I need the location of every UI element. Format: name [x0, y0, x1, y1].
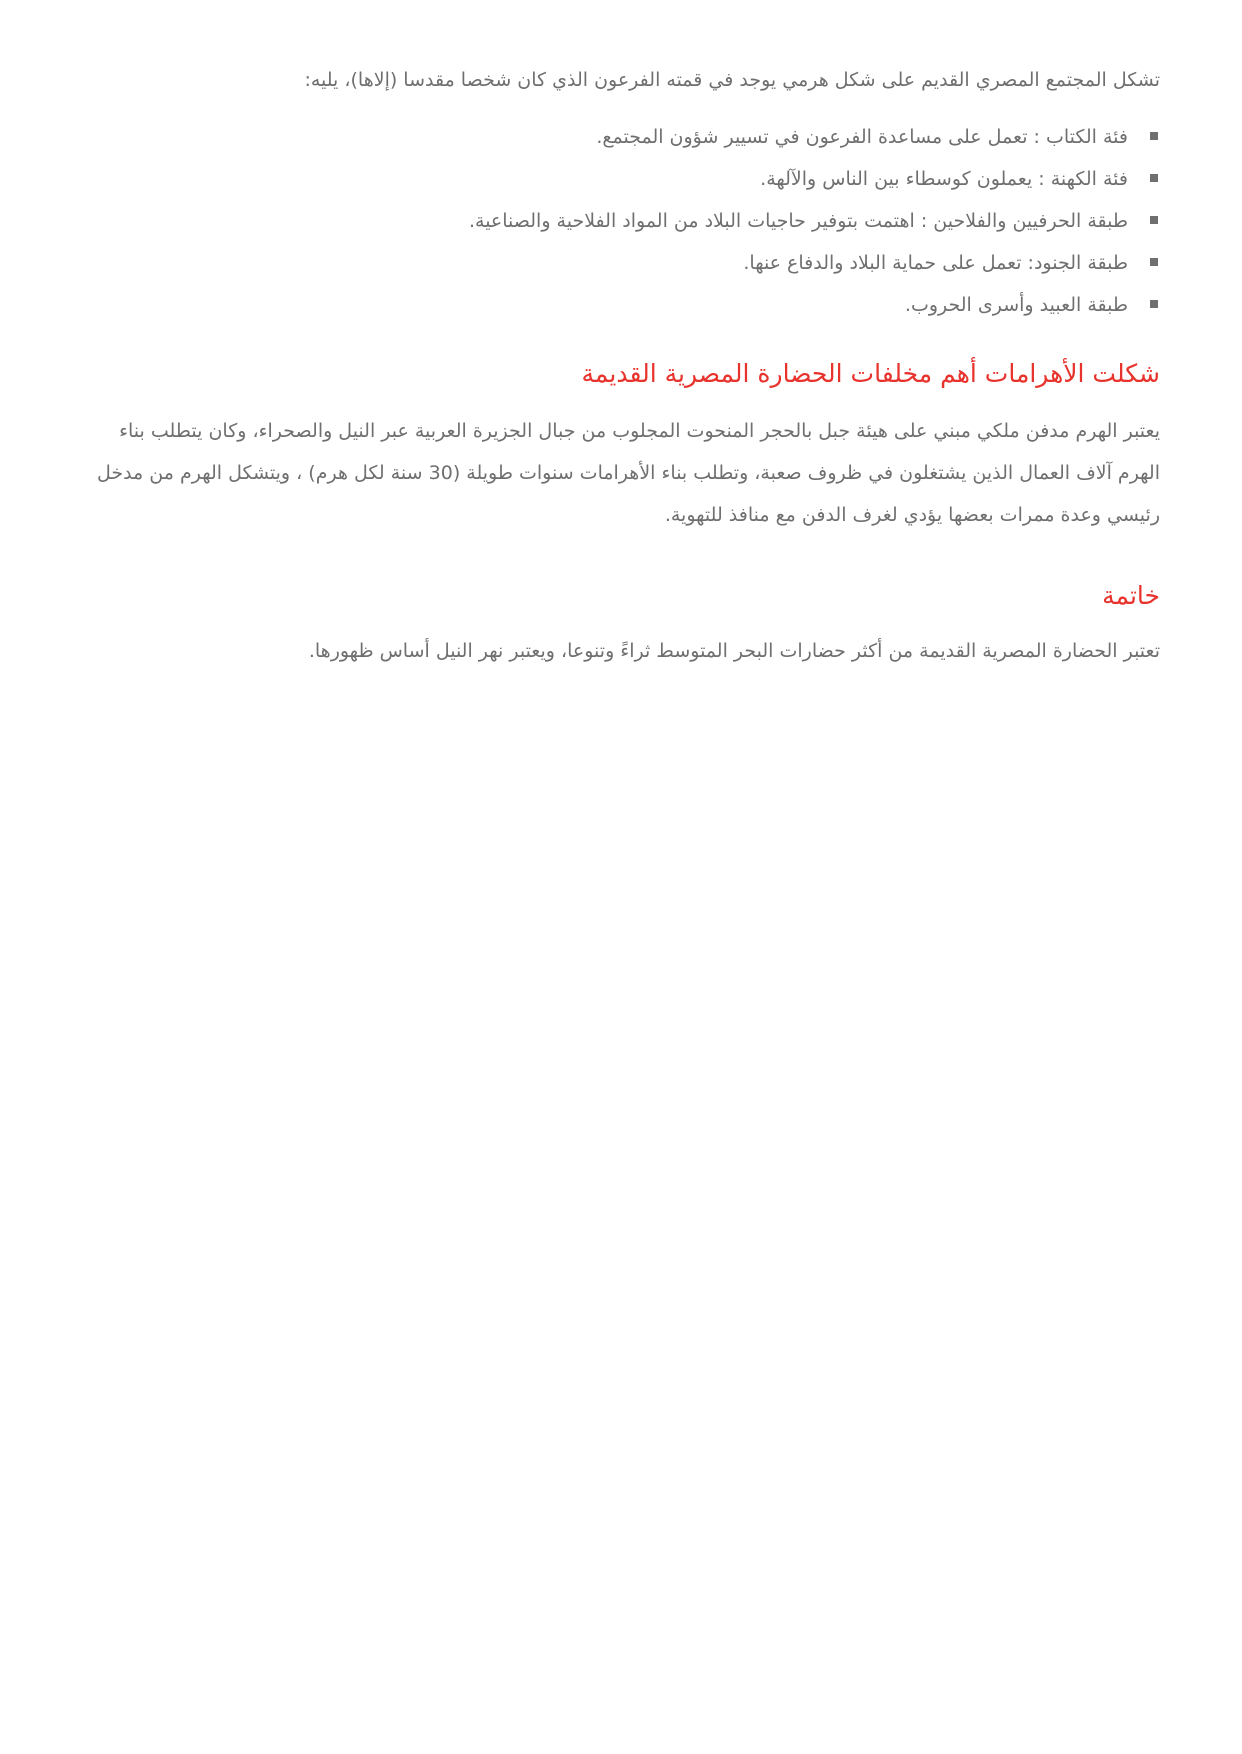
pyramids-paragraph: يعتبر الهرم مدفن ملكي مبني على هيئة جبل بالحجر المنحوت المجلوب من جبال الجزيرة العربية عبر النيل والصحراء، وكان يتطلب بناء الهرم آلاف العمال الذين يشتغلون في ظروف صعبة، وتطلب بناء الأهرامات سنوات طويلة (30 سنة لكل هرم) ، ويتشكل الهرم من مدخل رئيسي وعدة ممرات بعضها يؤدي لغرف الدفن مع منافذ للتهوية.	[96, 420, 1160, 526]
square-bullet-icon	[1150, 132, 1158, 140]
square-bullet-icon	[1150, 300, 1158, 308]
square-bullet-icon	[1150, 216, 1158, 224]
list-item	[82, 242, 1128, 284]
list-item-text: فئة الكتاب : تعمل على مساعدة الفرعون في تسيير شؤون المجتمع.	[596, 126, 1128, 148]
list-item	[82, 158, 1128, 200]
list-item-text: طبقة الحرفيين والفلاحين : اهتمت بتوفير حاجيات البلاد من المواد الفلاحية والصناعية.	[468, 210, 1128, 232]
conclusion-heading: خاتمة	[1102, 581, 1160, 610]
social-classes-list	[82, 116, 1160, 326]
list-item-text: طبقة العبيد وأسرى الحروب.	[904, 294, 1128, 316]
list-item	[82, 284, 1128, 326]
square-bullet-icon	[1150, 258, 1158, 266]
list-item-text: طبقة الجنود: تعمل على حماية البلاد والدفاع عنها.	[743, 252, 1128, 274]
list-item-text: فئة الكهنة : يعملون كوسطاء بين الناس والآلهة.	[760, 168, 1128, 190]
list-item	[82, 200, 1128, 242]
pyramids-heading: شكلت الأهرامات أهم مخلفات الحضارة المصرية القديمة	[581, 359, 1160, 388]
square-bullet-icon	[1150, 174, 1158, 182]
list-item	[82, 116, 1128, 158]
conclusion-paragraph: تعتبر الحضارة المصرية القديمة من أكثر حضارات البحر المتوسط ثراءً وتنوعا، ويعتبر نهر النيل أساس ظهورها.	[308, 640, 1160, 662]
intro-paragraph: تشكل المجتمع المصري القديم على شكل هرمي يوجد في قمته الفرعون الذي كان شخصا مقدسا (إلاها)، يليه:	[304, 69, 1160, 91]
